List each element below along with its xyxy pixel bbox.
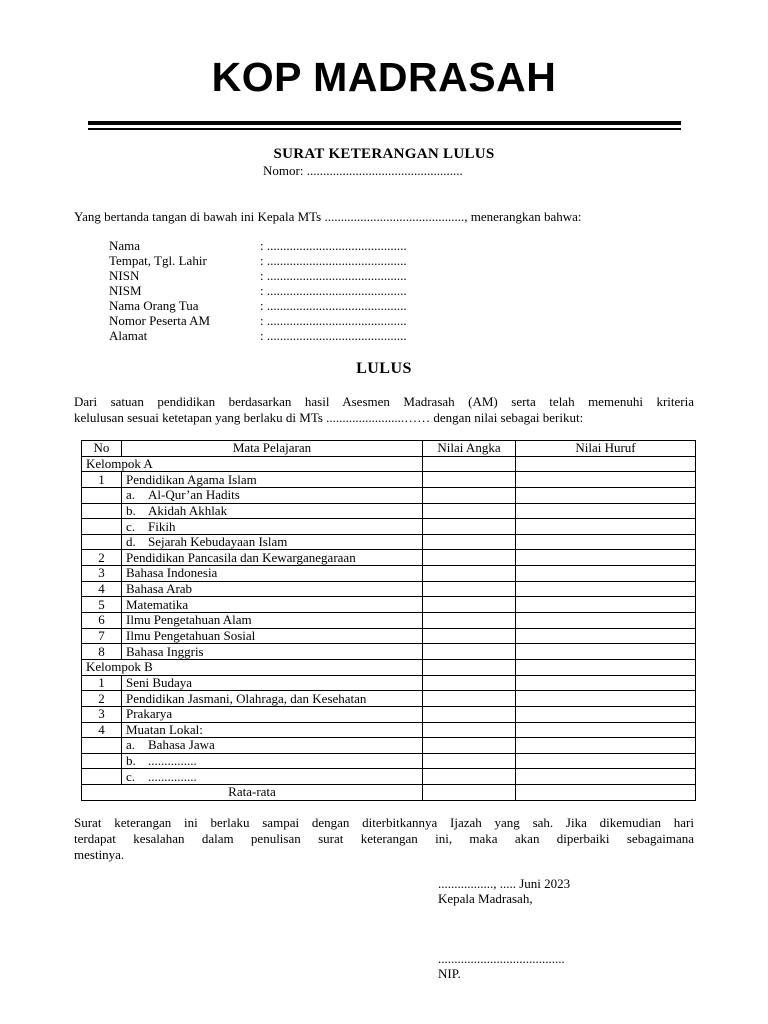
subject-cell (122, 753, 423, 769)
score-number-cell (423, 456, 516, 472)
score-number-cell (423, 785, 516, 801)
score-number-cell (423, 691, 516, 707)
table-header-row (82, 441, 696, 457)
score-number-cell (423, 597, 516, 613)
table-row (82, 456, 696, 472)
sub-letter: b. (126, 502, 136, 518)
subject-cell: Pendidikan Jasmani, Olahraga, dan Kesehatan (122, 691, 423, 707)
subject-cell: Pendidikan Pancasila dan Kewarganegaraan (122, 550, 423, 566)
table-row (82, 691, 696, 707)
score-letter-cell (516, 550, 696, 566)
row-number-cell: 4 (82, 722, 122, 738)
paragraph-line: mestinya. (74, 847, 125, 862)
sub-subject-label: Bahasa Jawa (148, 737, 215, 753)
subject-cell (122, 738, 423, 754)
identity-value: : ........................................... (260, 328, 407, 343)
table-row (82, 519, 696, 535)
score-letter-cell (516, 534, 696, 550)
score-letter-cell (516, 659, 696, 675)
row-number-cell: 2 (82, 550, 122, 566)
score-letter-cell (516, 753, 696, 769)
score-letter-cell (516, 456, 696, 472)
signature-role: Kepala Madrasah, (438, 891, 533, 906)
score-letter-cell (516, 706, 696, 722)
score-letter-cell (516, 597, 696, 613)
subject-cell: Pendidikan Agama Islam (122, 472, 423, 488)
identity-row (109, 253, 407, 268)
score-letter-cell (516, 566, 696, 582)
score-number-cell (423, 566, 516, 582)
status-heading: LULUS (356, 360, 412, 377)
table-row (82, 628, 696, 644)
subject-cell: Prakarya (122, 706, 423, 722)
score-letter-cell (516, 644, 696, 660)
identity-label: NISM (109, 283, 142, 298)
identity-label: Alamat (109, 328, 148, 343)
table-row (82, 722, 696, 738)
score-number-cell (423, 628, 516, 644)
row-number-cell: 2 (82, 691, 122, 707)
subject-cell (122, 487, 423, 503)
document-title: SURAT KETERANGAN LULUS (273, 146, 495, 162)
score-number-cell (423, 472, 516, 488)
table-row (82, 753, 696, 769)
score-number-cell (423, 675, 516, 691)
sub-subject-label: ............... (148, 753, 197, 769)
row-number-cell: 3 (82, 706, 122, 722)
subject-cell: Muatan Lokal: (122, 722, 423, 738)
identity-label: Nama Orang Tua (109, 298, 199, 313)
signature-date: ................., ..... Juni 2023 (438, 876, 571, 891)
table-row (82, 503, 696, 519)
score-number-cell (423, 503, 516, 519)
row-number-cell (82, 519, 122, 535)
score-letter-cell (516, 738, 696, 754)
row-number-cell: 7 (82, 628, 122, 644)
score-number-cell (423, 722, 516, 738)
score-number-cell (423, 519, 516, 535)
subject-cell: Seni Budaya (122, 675, 423, 691)
subject-cell: Ilmu Pengetahuan Sosial (122, 628, 423, 644)
subject-cell: Bahasa Indonesia (122, 566, 423, 582)
sub-letter: c. (126, 518, 136, 534)
paragraph-line: Surat keterangan ini berlaku sampai dengan diterbitkannya Ijazah yang sah. Jika dikemudian hari (74, 815, 694, 830)
sub-letter: d. (126, 534, 136, 550)
row-number-cell (82, 487, 122, 503)
score-number-cell (423, 769, 516, 785)
score-letter-cell (516, 722, 696, 738)
subject-cell (122, 519, 423, 535)
table-row (82, 613, 696, 629)
score-letter-cell (516, 581, 696, 597)
header-no: No (82, 441, 122, 457)
table-row (82, 487, 696, 503)
score-number-cell (423, 487, 516, 503)
validity-paragraph (74, 815, 694, 863)
document-number: Nomor: ................................................ (263, 163, 463, 178)
identity-label: Nama (109, 238, 141, 253)
row-number-cell (82, 769, 122, 785)
score-number-cell (423, 738, 516, 754)
identity-label: Tempat, Tgl. Lahir (109, 253, 207, 268)
paragraph-line: terdapat kesalahan dalam penulisan surat keterangan ini, maka akan diperbaiki sebagaimana (74, 831, 694, 846)
signature-nip: NIP. (438, 966, 461, 981)
header-score-number: Nilai Angka (423, 441, 516, 457)
table-row (82, 581, 696, 597)
table-row (82, 769, 696, 785)
score-number-cell (423, 613, 516, 629)
score-number-cell (423, 706, 516, 722)
score-letter-cell (516, 769, 696, 785)
score-letter-cell (516, 472, 696, 488)
row-number-cell: 1 (82, 472, 122, 488)
sub-letter: c. (126, 768, 136, 784)
table-row (82, 675, 696, 691)
header-subject: Mata Pelajaran (122, 441, 423, 457)
row-number-cell: 1 (82, 675, 122, 691)
grades-table-body (82, 456, 696, 800)
subject-cell (122, 769, 423, 785)
row-number-cell: 3 (82, 566, 122, 582)
identity-value: : ........................................... (260, 283, 407, 298)
identity-block (109, 238, 407, 343)
grades-table (81, 440, 696, 801)
sub-subject-label: Akidah Akhlak (148, 502, 228, 518)
average-label-cell: Rata-rata (82, 785, 423, 801)
sub-letter: a. (126, 737, 136, 753)
row-number-cell: 8 (82, 644, 122, 660)
table-row (82, 472, 696, 488)
identity-value: : ........................................... (260, 238, 407, 253)
table-row (82, 534, 696, 550)
identity-row (109, 298, 407, 313)
row-number-cell (82, 753, 122, 769)
letterhead-title: KOP MADRASAH (211, 54, 557, 100)
row-number-cell (82, 503, 122, 519)
sub-subject-label: Sejarah Kebudayaan Islam (148, 534, 288, 550)
score-letter-cell (516, 691, 696, 707)
table-row (82, 785, 696, 801)
score-letter-cell (516, 487, 696, 503)
score-number-cell (423, 753, 516, 769)
table-row (82, 738, 696, 754)
score-number-cell (423, 659, 516, 675)
subject-cell (122, 503, 423, 519)
identity-label: Nomor Peserta AM (109, 313, 211, 328)
score-letter-cell (516, 503, 696, 519)
subject-cell: Matematika (122, 597, 423, 613)
identity-row (109, 268, 407, 283)
score-number-cell (423, 550, 516, 566)
score-number-cell (423, 581, 516, 597)
subject-cell: Bahasa Arab (122, 581, 423, 597)
identity-value: : ........................................... (260, 268, 407, 283)
table-row (82, 566, 696, 582)
sub-subject-label: Al-Qur’an Hadits (148, 487, 240, 503)
letterhead-rule-thick (88, 121, 681, 125)
table-row (82, 659, 696, 675)
identity-label: NISN (109, 268, 140, 283)
sub-letter: a. (126, 487, 136, 503)
sub-subject-label: ............... (148, 768, 197, 784)
score-letter-cell (516, 628, 696, 644)
group-label-cell: Kelompok A (82, 456, 423, 472)
letterhead-rule-thin (88, 128, 681, 130)
paragraph-line: kelulusan sesuai ketetapan yang berlaku di MTs ........................…… dengan nilai sebagai berikut: (74, 410, 584, 425)
table-row (82, 706, 696, 722)
row-number-cell: 4 (82, 581, 122, 597)
score-number-cell (423, 644, 516, 660)
row-number-cell (82, 738, 122, 754)
sub-letter: b. (126, 753, 136, 769)
subject-cell: Bahasa Inggris (122, 644, 423, 660)
signature-name-line: ....................................... (438, 951, 565, 966)
paragraph-line: Dari satuan pendidikan berdasarkan hasil Asesmen Madrasah (AM) serta telah memenuhi kriteria (74, 394, 694, 409)
score-letter-cell (516, 519, 696, 535)
row-number-cell: 5 (82, 597, 122, 613)
table-row (82, 597, 696, 613)
score-letter-cell (516, 785, 696, 801)
subject-cell: Ilmu Pengetahuan Alam (122, 613, 423, 629)
sub-subject-label: Fikih (148, 518, 176, 534)
header-score-letter: Nilai Huruf (516, 441, 696, 457)
row-number-cell (82, 534, 122, 550)
group-label-cell: Kelompok B (82, 659, 423, 675)
identity-value: : ........................................... (260, 253, 407, 268)
intro-paragraph: Yang bertanda tangan di bawah ini Kepala MTs ..........................................., menerangkan bahwa: (74, 209, 582, 224)
identity-row (109, 328, 407, 343)
table-row (82, 550, 696, 566)
identity-row (109, 283, 407, 298)
subject-cell (122, 534, 423, 550)
identity-row (109, 238, 407, 253)
identity-value: : ........................................... (260, 298, 407, 313)
score-letter-cell (516, 675, 696, 691)
table-row (82, 644, 696, 660)
row-number-cell: 6 (82, 613, 122, 629)
identity-value: : ........................................... (260, 313, 407, 328)
criteria-paragraph (74, 394, 694, 426)
identity-row (109, 313, 407, 328)
score-number-cell (423, 534, 516, 550)
score-letter-cell (516, 613, 696, 629)
